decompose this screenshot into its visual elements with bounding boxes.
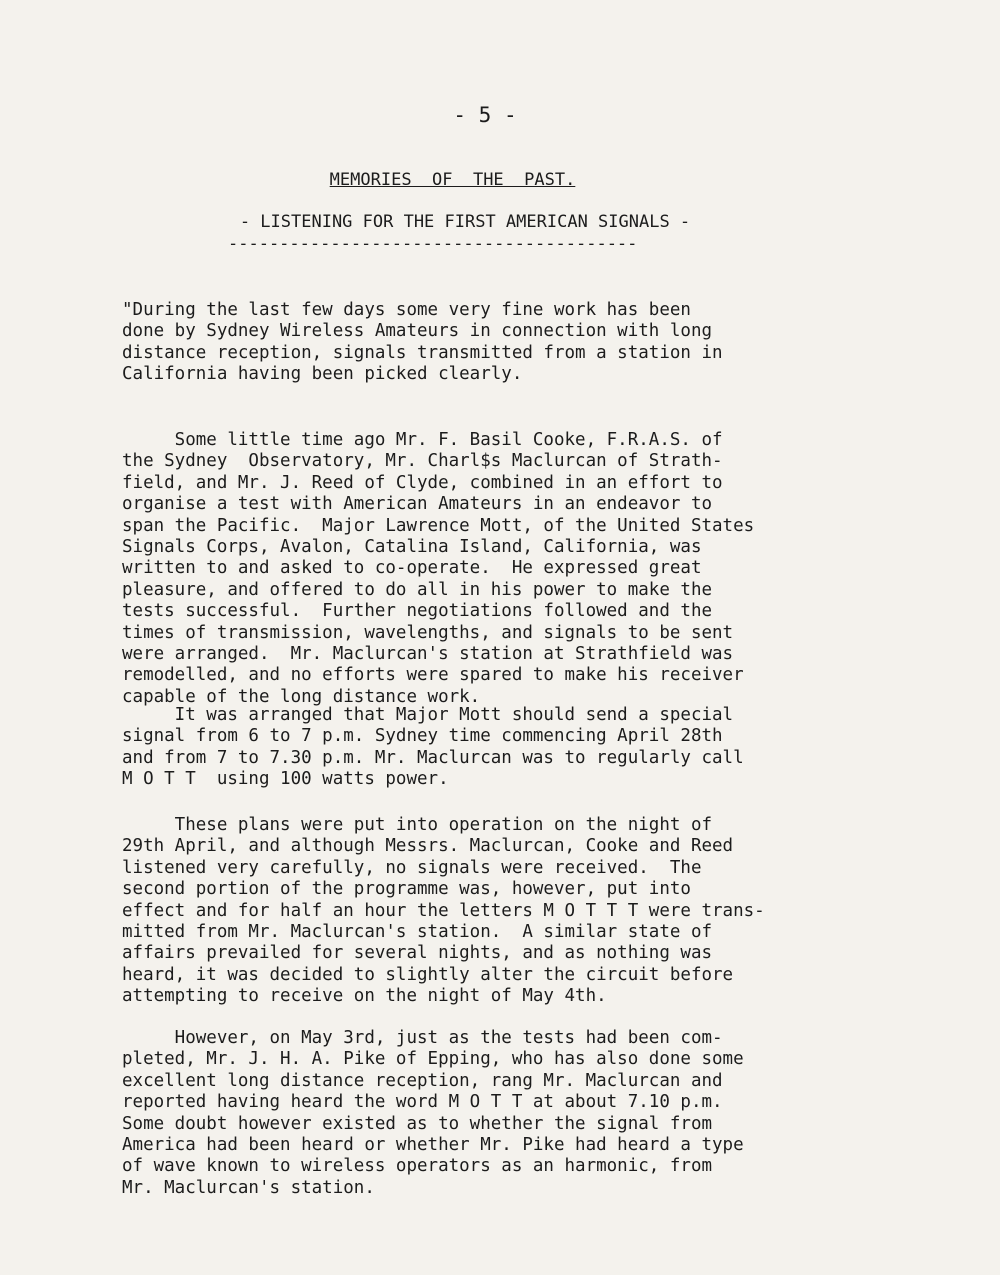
text-line: affairs prevailed for several nights, and as nothing was — [122, 943, 713, 964]
text-line: written to and asked to co-operate. He expressed great — [122, 558, 702, 579]
text-line: signal from 6 to 7 p.m. Sydney time commencing April 28th — [122, 726, 723, 747]
text-line: second portion of the programme was, however, put into — [122, 879, 691, 900]
text-line: distance reception, signals transmitted from a station in — [122, 342, 723, 363]
text-line: done by Sydney Wireless Amateurs in connection with long — [122, 321, 713, 342]
text-line: listened very carefully, no signals were received. The — [122, 857, 702, 878]
text-line: remodelled, and no efforts were spared to make his receiver — [122, 665, 744, 686]
page-number: - 5 - — [453, 103, 517, 127]
text-line: Signals Corps, Avalon, Catalina Island, California, was — [122, 537, 702, 558]
text-line: were arranged. Mr. Maclurcan's station at Strathfield was — [122, 644, 734, 665]
paragraph-2 — [122, 430, 754, 708]
text-line: capable of the long distance work. — [122, 686, 481, 707]
text-line: Some doubt however existed as to whether the signal from — [122, 1113, 713, 1134]
paragraph-4 — [122, 815, 765, 1008]
text-line: effect and for half an hour the letters M O T T T were trans- — [122, 900, 765, 921]
text-line: It was arranged that Major Mott should send a special — [122, 705, 734, 725]
paragraph-1 — [122, 300, 723, 386]
text-line: Some little time ago Mr. F. Basil Cooke, F.R.A.S. of — [122, 430, 723, 450]
text-line: 29th April, and although Messrs. Maclurcan, Cooke and Reed — [122, 836, 734, 857]
text-line: California having been picked clearly. — [122, 364, 523, 385]
article-title: MEMORIES OF THE PAST. — [329, 170, 576, 190]
dashed-rule: ---------------------------------------- — [228, 234, 638, 254]
text-line: organise a test with American Amateurs in an endeavor to — [122, 494, 713, 515]
paragraph-5 — [122, 1028, 744, 1199]
text-line: "During the last few days some very fine work has been — [122, 300, 691, 320]
text-line: span the Pacific. Major Lawrence Mott, of the United States — [122, 515, 755, 536]
text-line: pleted, Mr. J. H. A. Pike of Epping, who has also done some — [122, 1049, 744, 1070]
text-line: America had been heard or whether Mr. Pike had heard a type — [122, 1135, 744, 1156]
text-line: M O T T using 100 watts power. — [122, 769, 449, 790]
text-line: tests successful. Further negotiations followed and the — [122, 601, 713, 622]
text-line: However, on May 3rd, just as the tests had been com- — [122, 1028, 723, 1048]
text-line: attempting to receive on the night of May 4th. — [122, 986, 607, 1007]
text-line: times of transmission, wavelengths, and signals to be sent — [122, 622, 734, 643]
text-line: reported having heard the word M O T T at about 7.10 p.m. — [122, 1092, 723, 1113]
text-line: heard, it was decided to slightly alter the circuit before — [122, 964, 734, 985]
paragraph-3 — [122, 705, 744, 791]
text-line: Mr. Maclurcan's station. — [122, 1177, 375, 1198]
text-line: These plans were put into operation on the night of — [122, 815, 713, 835]
text-line: pleasure, and offered to do all in his power to make the — [122, 579, 713, 600]
text-line: mitted from Mr. Maclurcan's station. A similar state of — [122, 922, 713, 943]
text-line: field, and Mr. J. Reed of Clyde, combined in an effort to — [122, 472, 723, 493]
text-line: excellent long distance reception, rang Mr. Maclurcan and — [122, 1070, 723, 1091]
text-line: of wave known to wireless operators as an harmonic, from — [122, 1156, 713, 1177]
article-subtitle: - LISTENING FOR THE FIRST AMERICAN SIGNALS - — [239, 212, 691, 232]
text-line: the Sydney Observatory, Mr. Charl$s Maclurcan of Strath- — [122, 451, 723, 472]
text-line: and from 7 to 7.30 p.m. Mr. Maclurcan was to regularly call — [122, 747, 744, 768]
